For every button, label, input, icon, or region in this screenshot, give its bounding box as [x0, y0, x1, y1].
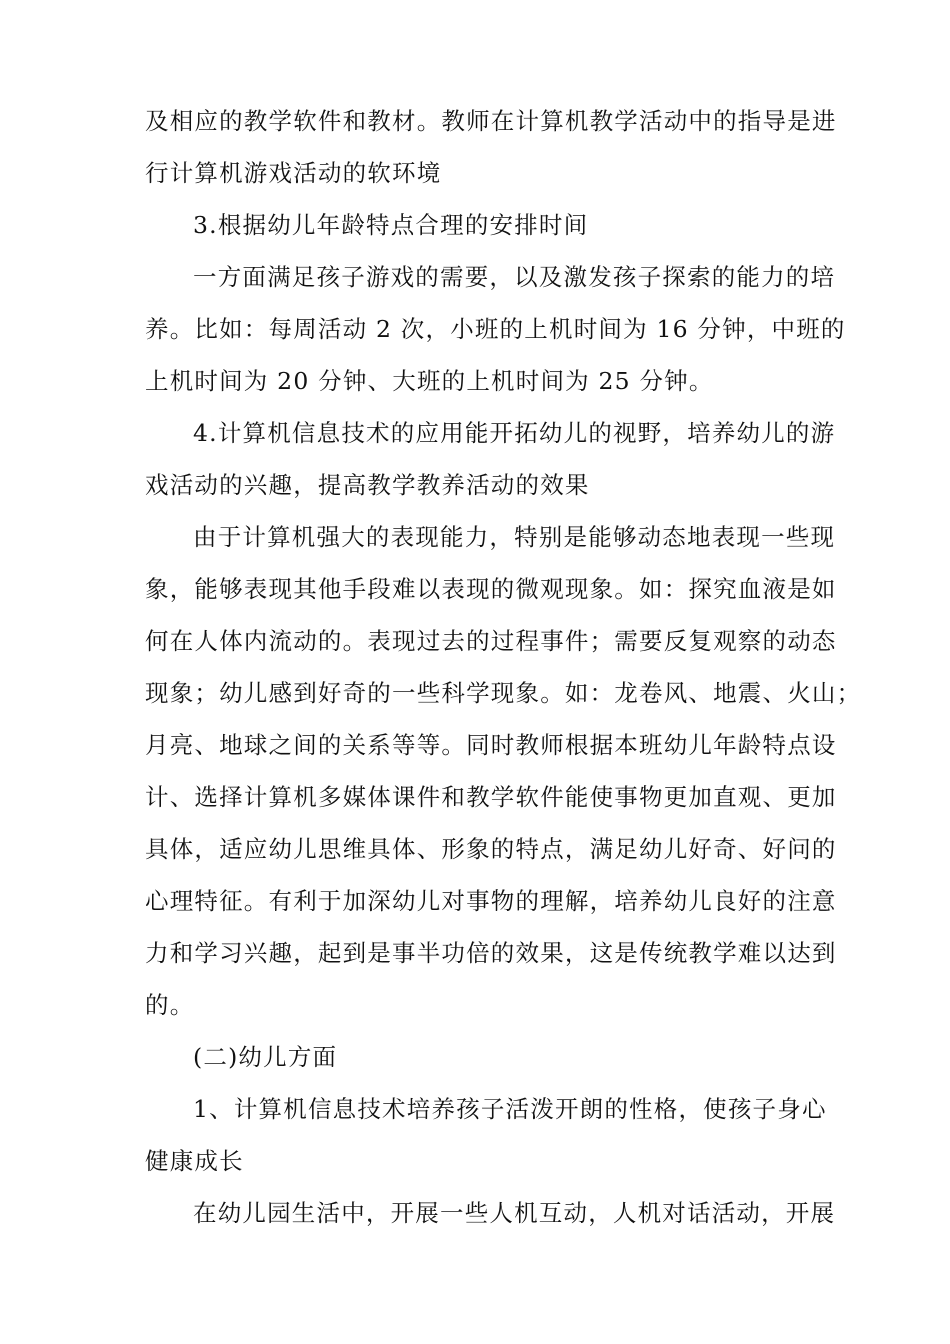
paragraph-line: 月亮、地球之间的关系等等。同时教师根据本班幼儿年龄特点设 [145, 731, 837, 759]
paragraph-line: 上机时间为 20 分钟、大班的上机时间为 25 分钟。 [145, 367, 714, 395]
paragraph-line: 养。比如：每周活动 2 次，小班的上机时间为 16 分钟，中班的 [145, 315, 846, 343]
body-text [145, 95, 862, 1239]
paragraph-line: 行计算机游戏活动的软环境 [145, 159, 442, 187]
paragraph-line: 象，能够表现其他手段难以表现的微观现象。如：探究血液是如 [145, 575, 837, 603]
section-heading: 3.根据幼儿年龄特点合理的安排时间 [193, 211, 589, 239]
paragraph-line: 由于计算机强大的表现能力，特别是能够动态地表现一些现 [193, 523, 836, 551]
paragraph-line: 计、选择计算机多媒体课件和教学软件能使事物更加直观、更加 [145, 783, 837, 811]
section-heading: 1、计算机信息技术培养孩子活泼开朗的性格，使孩子身心 [193, 1095, 827, 1123]
paragraph-line: 现象；幼儿感到好奇的一些科学现象。如：龙卷风、地震、火山； [145, 679, 862, 707]
section-heading-continued: 戏活动的兴趣，提高教学教养活动的效果 [145, 471, 590, 499]
section-heading: 4.计算机信息技术的应用能开拓幼儿的视野，培养幼儿的游 [193, 419, 836, 447]
paragraph-line: 何在人体内流动的。表现过去的过程事件；需要反复观察的动态 [145, 627, 837, 655]
paragraph-line: 及相应的教学软件和教材。教师在计算机教学活动中的指导是进 [145, 107, 837, 135]
paragraph-line: 心理特征。有利于加深幼儿对事物的理解，培养幼儿良好的注意 [145, 887, 837, 915]
paragraph-line: 的。 [145, 991, 195, 1019]
paragraph-line: 力和学习兴趣，起到是事半功倍的效果，这是传统教学难以达到 [145, 939, 837, 967]
section-heading: (二)幼儿方面 [193, 1043, 338, 1071]
paragraph-line: 在幼儿园生活中，开展一些人机互动，人机对话活动，开展 [193, 1199, 836, 1227]
paragraph-line: 具体，适应幼儿思维具体、形象的特点，满足幼儿好奇、好问的 [145, 835, 837, 863]
section-heading-continued: 健康成长 [145, 1147, 244, 1175]
paragraph-line: 一方面满足孩子游戏的需要，以及激发孩子探索的能力的培 [193, 263, 836, 291]
